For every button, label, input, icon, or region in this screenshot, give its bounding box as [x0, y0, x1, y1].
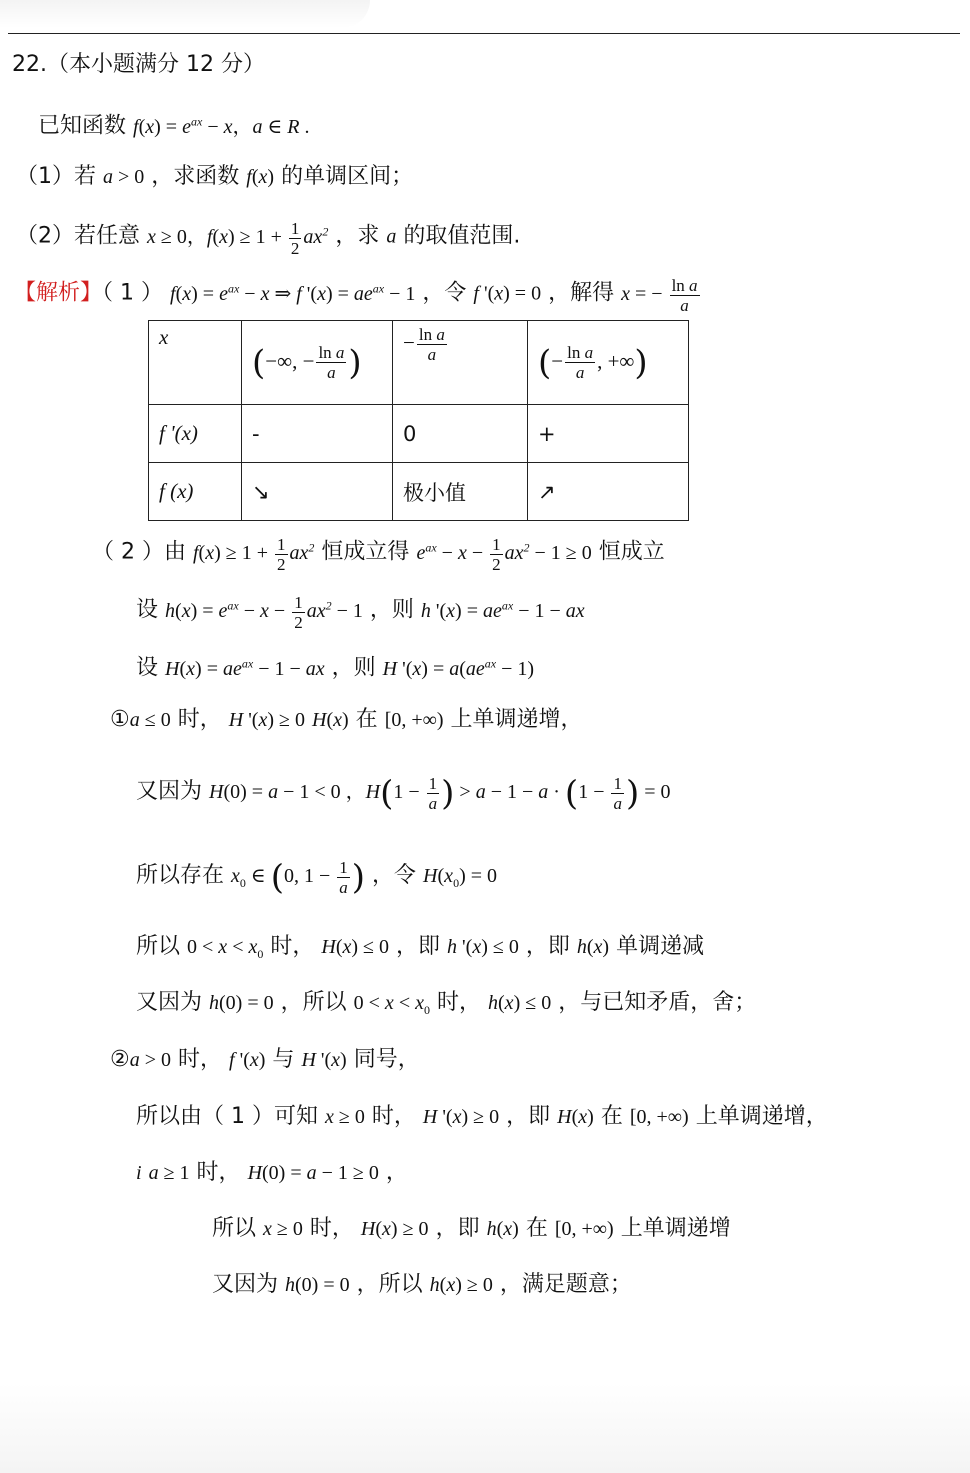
problem-header: 22.（本小题满分 12 分）	[12, 52, 265, 77]
table-fprime-2: 0	[393, 405, 528, 463]
scan-shadow-top	[0, 0, 370, 28]
problem-part1: （1）若 a > 0 ，求函数 f(x) 的单调区间；	[16, 164, 414, 189]
table-f-3: ↗	[528, 463, 689, 521]
line-decreasing: 所以 $0 < x < x_0$ 时， H(x) ≤ 0 ，即 h '(x) ≤ 0 ，即 h(x) 单调递减	[136, 934, 705, 961]
line-h-increasing: 所以 x ≥ 0 时， H(x) ≥ 0 ，即 h(x) 在 [0, +∞) 上单调递增	[212, 1216, 731, 1241]
line-satisfies: 又因为 h(0) = 0 ，所以 h(x) ≥ 0 ，满足题意；	[212, 1272, 632, 1297]
line-subcase-i: i a ≥ 1 时， H(0) = a − 1 ≥ 0 ，	[136, 1160, 408, 1185]
variation-table	[148, 320, 689, 521]
table-interval-1: (−∞, − $\frac{\text{ln a}}{a}$ )	[242, 321, 393, 405]
solution-part2: （ 2 ）由 f(x) ≥ 1 + $\frac{1}{2}$ $ax^2$ 恒成立得 $e^{ax} - x$ − $\frac{1}{2}$ $ax^2 - 1 \ge 0$ 恒成立	[92, 534, 665, 574]
table-col-header: x	[149, 321, 242, 405]
line-from1: 所以由（ 1 ）可知 x ≥ 0 时， H '(x) ≥ 0 ，即 H(x) 在 [0, +∞) 上单调递增，	[136, 1104, 828, 1129]
math-f-def: $f(x) = e^{ax} - x$，a ∈ R .	[133, 114, 310, 138]
line-exists: 所以存在 $x_0$ ∈ (0, 1 − $\frac{1}{a}$ ) ，令 $H(x_0) = 0$	[136, 857, 498, 898]
line-case1: ①a ≤ 0 时， H '(x) ≥ 0 H(x) 在 [0, +∞) 上单调递增，	[110, 707, 583, 732]
problem-given: 已知函数 $f(x) = e^{ax} - x$，a ∈ R .	[38, 113, 310, 139]
table-f-2: 极小值	[393, 463, 528, 521]
line-case2: ②a > 0 时， f '(x) 与 H '(x) 同号，	[110, 1047, 420, 1072]
table-fprime-1: -	[242, 405, 393, 463]
table-f-1: ↘	[242, 463, 393, 521]
line-set-H: 设 $H(x) = ae^{ax} - 1$ − ax ，则 H '$(x) = a(ae^{ax} - 1)$	[136, 655, 535, 681]
line-set-h: 设 $h(x) = e^{ax} - x$ − $\frac{1}{2}$ $ax^2 - 1$ ，则 h '$(x) = ae^{ax} - 1$ − ax	[136, 592, 585, 632]
problem-part2: （2）若任意 x ≥ 0，f(x) ≥ 1 + $\frac{1}{2}$ $ax^2$ ，求 a 的取值范围.	[16, 218, 521, 258]
solution-tag: 【解析】	[14, 280, 103, 306]
table-row-fprime: f '(x)	[149, 405, 242, 463]
table-row-f: f (x)	[149, 463, 242, 521]
table-interval-2: (− $\frac{\text{ln a}}{a}$ , +∞)	[528, 321, 689, 405]
solution-part1: 【解析】（ 1 ） $f(x) = e^{ax} - x$ ⇒ f '$(x) = ae^{ax} - 1$ ，令 f '(x) = 0 ，解得 x = − $\frac{\text{ln a}}{a}$	[14, 275, 698, 315]
line-also1: 又因为 H(0) = a − 1 < 0 ，H(1 − $\frac{1}{a}$ ) > a − 1 − a · (1 − $\frac{1}{a}$ ) = 0	[136, 773, 671, 814]
table-critical-point: − $\frac{\text{ln a}}{a}$	[393, 321, 528, 405]
line-contradiction: 又因为 h(0) = 0 ，所以 $0 < x < x_0$ 时， h(x) ≤ 0 ，与已知矛盾，舍；	[136, 990, 757, 1017]
scan-shadow-bottom	[0, 1383, 970, 1473]
header-rule	[8, 33, 960, 34]
table-fprime-3: +	[528, 405, 689, 463]
